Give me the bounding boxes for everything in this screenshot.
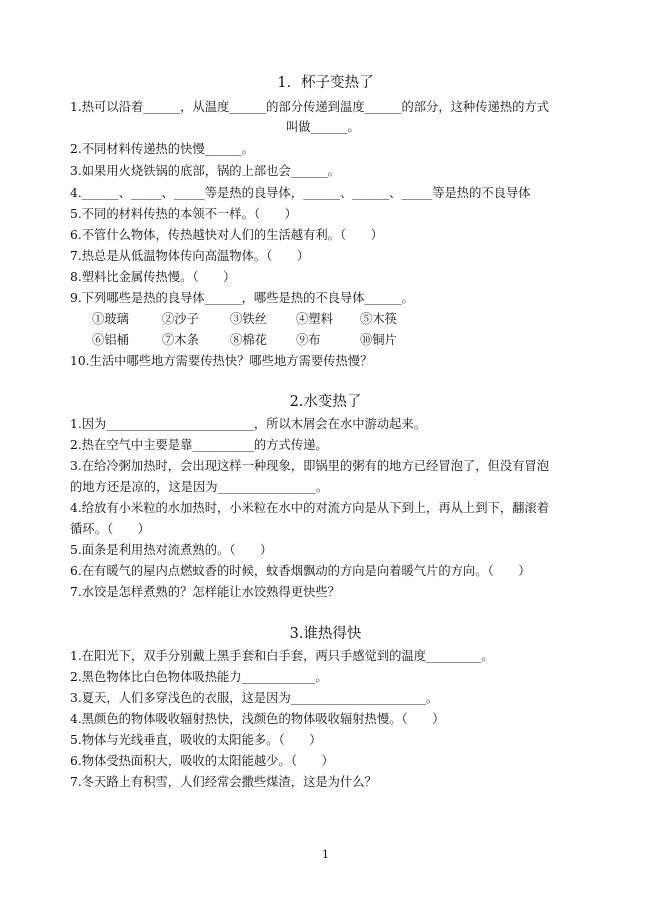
- s3-line-1: 1.在阳光下，双手分别戴上黑手套和白手套，两只手感觉到的温度_________。: [70, 649, 494, 663]
- option-6: ⑥铝桶: [92, 333, 129, 347]
- s2-line-2: 2.热在空气中主要是靠__________的方式传递。: [70, 438, 328, 452]
- s1-line-1-cont: 叫做______。: [286, 120, 360, 134]
- s2-line-5: 5.面条是利用热对流煮熟的。（ ）: [70, 543, 273, 557]
- s1-line-2: 2.不同材料传递热的快慢______。: [70, 142, 254, 156]
- s3-line-5: 5.物体与光线垂直，吸收的太阳能多。（ ）: [70, 733, 322, 747]
- option-7: ⑦木条: [162, 333, 199, 347]
- option-5: ⑤木筷: [360, 312, 397, 326]
- s2-line-3-cont: 的地方还是凉的，这是因为________________。: [70, 480, 329, 494]
- s1-line-5: 5.不同的材料传热的本领不一样。（ ）: [70, 207, 297, 221]
- page-number: 1: [322, 848, 329, 861]
- option-3: ③铁丝: [230, 312, 267, 326]
- option-8: ⑧棉花: [230, 333, 267, 347]
- s3-line-4: 4.黑颜色的物体吸收辐射热快，浅颜色的物体吸收辐射热慢。（ ）: [70, 712, 445, 726]
- s2-line-4: 4.给放有小米粒的水加热时，小米粒在水中的对流方向是从下到上，再从上到下，翻滚着: [70, 501, 550, 515]
- s1-line-4: 4.______、_____、_____等是热的良导体，______、______、_____等是热的不良导体: [70, 186, 531, 200]
- s1-line-6: 6.不管什么物体，传热越快对人们的生活越有利。（ ）: [70, 228, 384, 242]
- s2-line-4-cont: 循环。（ ）: [70, 522, 150, 536]
- s1-line-9: 9.下列哪些是热的良导体______，哪些是热的不良导体______。: [70, 291, 414, 305]
- option-1: ①玻璃: [92, 312, 129, 326]
- s2-line-3: 3.在给冷粥加热时，会出现这样一种现象，即锅里的粥有的地方已经冒泡了，但没有冒泡: [70, 459, 550, 473]
- s3-line-3: 3.夏天，人们多穿浅色的衣服，这是因为______________________。: [70, 691, 439, 705]
- s1-line-7: 7.热总是从低温物体传向高温物体。（ ）: [70, 249, 310, 263]
- s2-line-7: 7.水饺是怎样煮熟的？怎样能让水饺熟得更快些？: [70, 585, 340, 599]
- s1-line-1: 1.热可以沿着______，从温度______的部分传递到温度______的部分，这种传递热的方式: [70, 100, 550, 114]
- s1-line-8: 8.塑料比金属传热慢。（ ）: [70, 270, 236, 284]
- option-10: ⑩铜片: [360, 333, 397, 347]
- section-2-title: 2.水变热了: [289, 394, 362, 410]
- s3-line-2: 2.黑色物体比白色物体吸热能力____________。: [70, 670, 328, 684]
- section-3-title: 3.谁热得快: [289, 626, 362, 642]
- s1-line-10: 10.生活中哪些地方需要传热快？哪些地方需要传热慢？: [70, 354, 373, 368]
- option-2: ②沙子: [162, 312, 199, 326]
- s2-line-1: 1.因为________________________，所以木屑会在水中游动起来。: [70, 417, 427, 431]
- s2-line-6: 6.在有暖气的屋内点燃蚊香的时候，蚊香烟飘动的方向是向着暖气片的方向。（ ）: [70, 564, 531, 578]
- option-4: ④塑料: [296, 312, 333, 326]
- s3-line-7: 7.冬天路上有积雪，人们经常会撒些煤渣，这是为什么？: [70, 775, 377, 789]
- option-9: ⑨布: [296, 333, 321, 347]
- section-1-title: 1．杯子变热了: [277, 75, 374, 91]
- s1-line-3: 3.如果用火烧铁锅的底部，锅的上部也会______。: [70, 164, 340, 178]
- s3-line-6: 6.物体受热面积大，吸收的太阳能越少。（ ）: [70, 754, 334, 768]
